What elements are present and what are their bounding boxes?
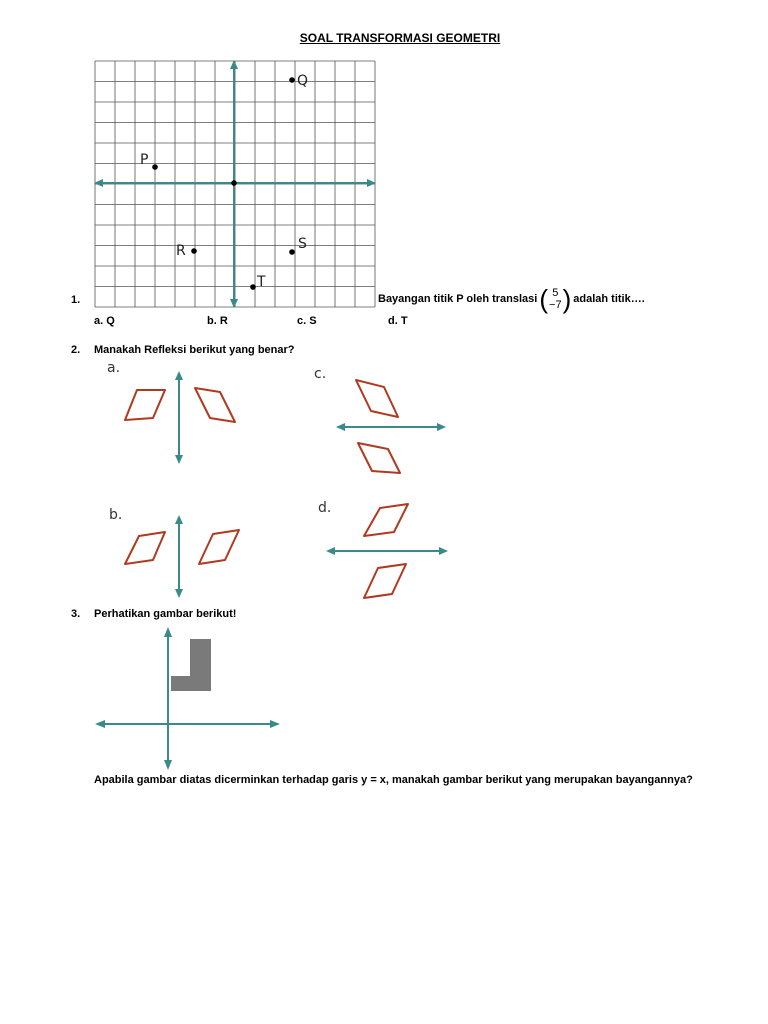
q1-question (378, 286, 645, 312)
point-s (289, 249, 295, 255)
rhombus-top (356, 380, 398, 417)
q1-text-after: adalah titik…. (573, 293, 645, 305)
q1-option-c: c. S (297, 315, 317, 327)
rhombus-bottom (358, 443, 400, 473)
q3-number: 3. (71, 608, 81, 620)
q1-option-d: d. T (388, 315, 408, 327)
rhombus-left (125, 390, 165, 420)
q1-option-a: a. Q (94, 315, 115, 327)
q3-question: Apabila gambar diatas dicerminkan terhadap garis y = x, manakah gambar berikut yang merupakan bayangannya? (94, 774, 693, 786)
label-q: Q (297, 73, 309, 89)
q2-figure-a (115, 370, 245, 465)
rhombus-right (195, 388, 235, 422)
q1-option-b: b. R (207, 315, 228, 327)
page-title: SOAL TRANSFORMASI GEOMETRI (299, 31, 501, 45)
point-t (250, 284, 256, 290)
vector-bottom: −7 (549, 299, 562, 311)
l-shape (171, 639, 211, 691)
point-p (152, 164, 158, 170)
q2-figure-c (336, 375, 446, 480)
q2-text: Manakah Refleksi berikut yang benar? (94, 344, 295, 356)
rhombus-left (125, 532, 165, 564)
q2-figure-b (115, 514, 245, 599)
q1-number: 1. (71, 294, 81, 306)
q2-figure-d (326, 500, 448, 602)
point-r (191, 248, 197, 254)
rhombus-right (199, 530, 239, 564)
rhombus-top (364, 504, 408, 536)
label-t: T (257, 274, 266, 290)
q2-label-b: b. (109, 507, 123, 523)
q3-text: Perhatikan gambar berikut! (94, 608, 237, 620)
q2-number: 2. (71, 344, 81, 356)
label-p: P (140, 152, 149, 168)
label-s: S (298, 236, 307, 252)
translation-vector: ( 5 −7 ) (539, 284, 572, 314)
origin-point (231, 180, 237, 186)
coordinate-grid (94, 60, 376, 310)
q1-text-before: Bayangan titik P oleh translasi (378, 293, 538, 305)
q2-label-c: c. (314, 366, 327, 382)
vector-top: 5 (552, 287, 559, 299)
q2-label-d: d. (318, 500, 332, 516)
point-q (289, 77, 295, 83)
rhombus-bottom (364, 564, 406, 598)
label-r: R (176, 243, 186, 259)
q2-label-a: a. (107, 360, 121, 376)
q3-figure (95, 625, 280, 770)
